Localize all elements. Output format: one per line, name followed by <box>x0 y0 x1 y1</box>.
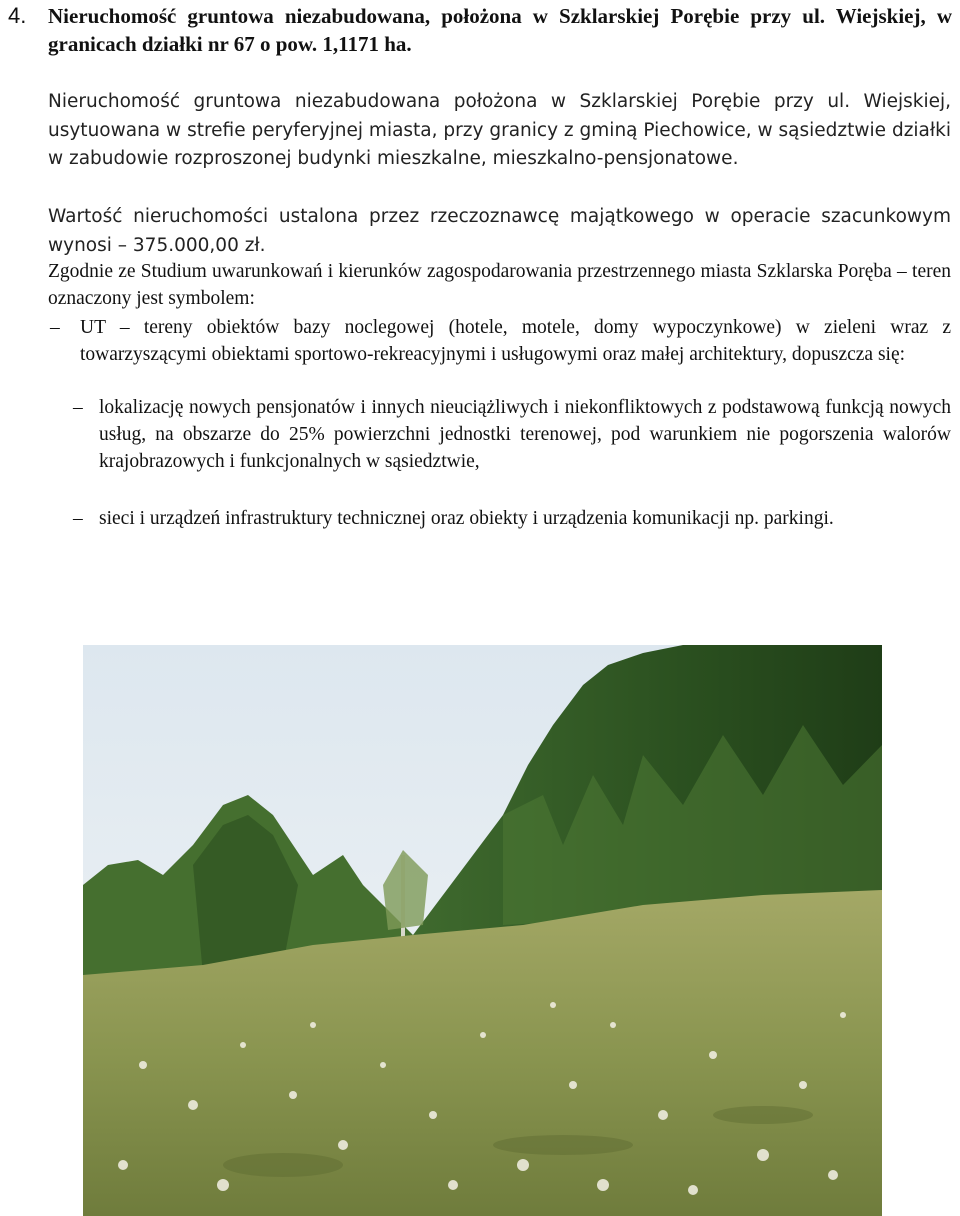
bullet-dash: – <box>73 508 83 529</box>
sub-bullet-infrastructure-text: sieci i urządzeń infrastruktury technicznej oraz obiekty i urządzenia komunikacji np. parkingi. <box>99 508 834 529</box>
bullet-ut <box>50 314 951 368</box>
meadow-forest-image <box>83 645 882 1216</box>
bullet-dash: – <box>50 317 60 338</box>
bullet-dash: – <box>73 397 83 418</box>
sub-bullet-location <box>73 394 951 475</box>
section-title: Nieruchomość gruntowa niezabudowana, położona w Szklarskiej Porębie przy ul. Wiejskiej, w granicach działki nr 67 o pow. 1,1171 ha. <box>48 4 952 56</box>
property-description: Nieruchomość gruntowa niezabudowana położona w Szklarskiej Porębie przy ul. Wiejskiej, usytuowana w strefie peryferyjnej miasta, przy granicy z gminą Piechowice, w sąsiedztwie działki w zabudowie rozproszonej budynki mieszkalne, mieszkalno-pensjonatowe. <box>48 91 951 169</box>
bullet-ut-text: UT – tereny obiektów bazy noclegowej (hotele, motele, domy wypoczynkowe) w zieleni wraz z towarzyszącymi obiektami sportowo-rekreacyjnymi i usługowymi oraz małej architektury, dopuszcza się: <box>80 317 951 365</box>
property-photo <box>83 645 882 1216</box>
section-heading <box>8 2 952 58</box>
sub-bullet-location-text: lokalizację nowych pensjonatów i innych nieuciążliwych i niekonfliktowych z podstawową funkcją nowych usług, na obszarze do 25% powierzchni jednostki terenowej, pod warunkiem nie pogorszenia walorów krajobrazowych i funkcjonalnych w sąsiedztwie, <box>99 397 951 472</box>
study-paragraph: Zgodnie ze Studium uwarunkowań i kierunków zagospodarowania przestrzennego miasta Szklarska Poręba – teren oznaczony jest symbolem: <box>48 261 951 309</box>
section-number: 4. <box>8 3 27 28</box>
sub-bullet-infrastructure <box>73 505 951 532</box>
property-value: Wartość nieruchomości ustalona przez rzeczoznawcę majątkowego w operacie szacunkowym wynosi – 375.000,00 zł. <box>48 206 951 256</box>
